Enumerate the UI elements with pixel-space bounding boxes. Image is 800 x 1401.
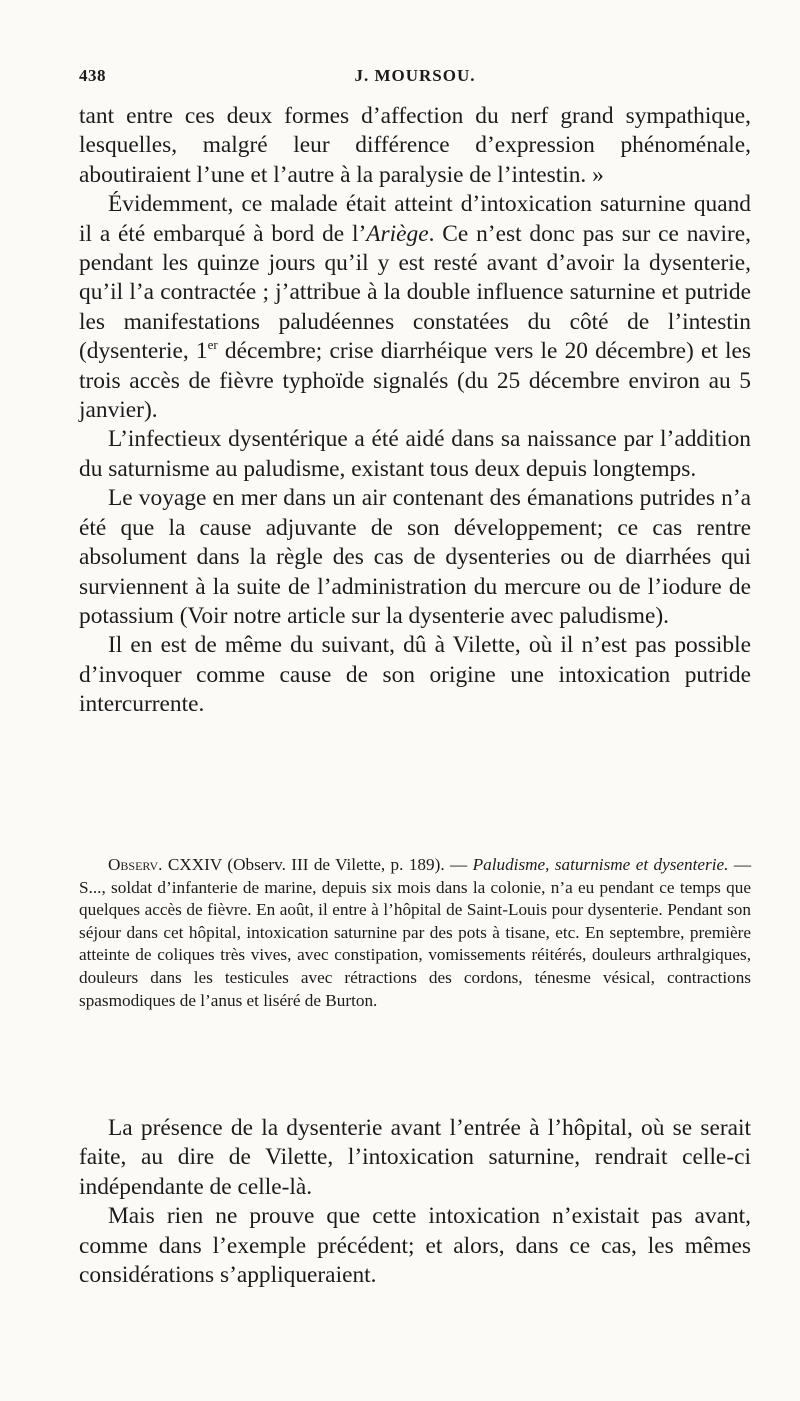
ship-name: Ariège — [366, 220, 429, 247]
paragraph-text: décembre; crise diarrhéique vers le 20 décembre) et les trois accès de fièvre typhoïde signalés (du 25 décembre environ au 5 janvier). — [79, 338, 751, 424]
page-number: 438 — [79, 66, 106, 85]
paragraph-mais: Mais rien ne prouve que cette intoxication n’existait pas avant, comme dans l’exemple précédent; et alors, dans ce cas, les mêmes considérations s’appliqueraient. — [79, 1203, 751, 1289]
observation-reference: (Observ. III de Vilette, p. 189). — — [227, 855, 468, 874]
observation-block — [79, 854, 751, 1012]
paragraph-voyage: Le voyage en mer dans un air contenant des émanations putrides n’a été que la cause adjuvante de son développement; ce cas rentre absolument dans la règle des cas de dysenteries ou de diarrhées qui surviennent à la suite de l’administration du mercure ou de l’iodure de potassium (Voir notre article sur la dysenterie avec paludisme). — [79, 485, 751, 629]
paragraph-presence: La présence de la dysenterie avant l’entrée à l’hôpital, où se serait faite, au dire de Vilette, l’intoxication saturnine, rendrait celle-ci indépendante de celle-là. — [79, 1115, 751, 1200]
paragraph-infectieux: L’infectieux dysentérique a été aidé dans sa naissance par l’addition du saturnisme au paludisme, existant tous deux depuis longtemps. — [79, 426, 751, 482]
paragraph-continuation: tant entre ces deux formes d’affection du nerf grand sympathique, lesquelles, malgré leur différence d’expression phénoménale, aboutiraient l’une et l’autre à la paralysie de l’intestin. » — [79, 103, 751, 188]
observation-title: Paludisme, saturnisme et dysenterie. — [472, 855, 729, 874]
running-head-author: J. MOURSOU. — [354, 66, 476, 85]
main-text — [79, 102, 751, 720]
observation-number: CXXIV — [167, 855, 222, 874]
ordinal-superscript: er — [207, 337, 218, 353]
observation-text: — S..., soldat d’infanterie de marine, depuis six mois dans la colonie, n’a eu pendant ce temps que quelques accès de fièvre. En août, il entre à l’hôpital de Saint-Louis pour dysenterie. Pendant son séjour dans cet hôpital, intoxication saturnine par des pots à tisane, etc. En septembre, première atteinte de coliques très vives, avec constipation, vomissements réitérés, douleurs arthralgiques, douleurs dans les testicules avec rétractions des cordons, ténesme vésical, contractions spasmodiques de l’anus et liséré de Burton. — [79, 855, 751, 1010]
observation-label: Observ. — [108, 855, 163, 874]
conclusion-text — [79, 1114, 751, 1290]
paragraph-suivant: Il en est de même du suivant, dû à Vilette, où il n’est pas possible d’invoquer comme cause de son origine une intoxication putride intercurrente. — [79, 632, 751, 718]
paragraph-text: . Ce n’est donc pas sur ce navire, pendant les quinze jours qu’il y est resté avant d’avoir la dysenterie, qu’il l’a contractée ; j’attribue à la double influence saturnine et putride les manifestations paludéennes constatées du côté de l’intestin (dysenterie, 1 — [79, 220, 751, 365]
running-header — [79, 66, 751, 88]
paragraph-text: Évidemment, ce malade était atteint d’intoxication saturnine quand il a été embarqué à bord de l’ — [79, 191, 751, 247]
paragraph-evidemment — [79, 190, 751, 425]
